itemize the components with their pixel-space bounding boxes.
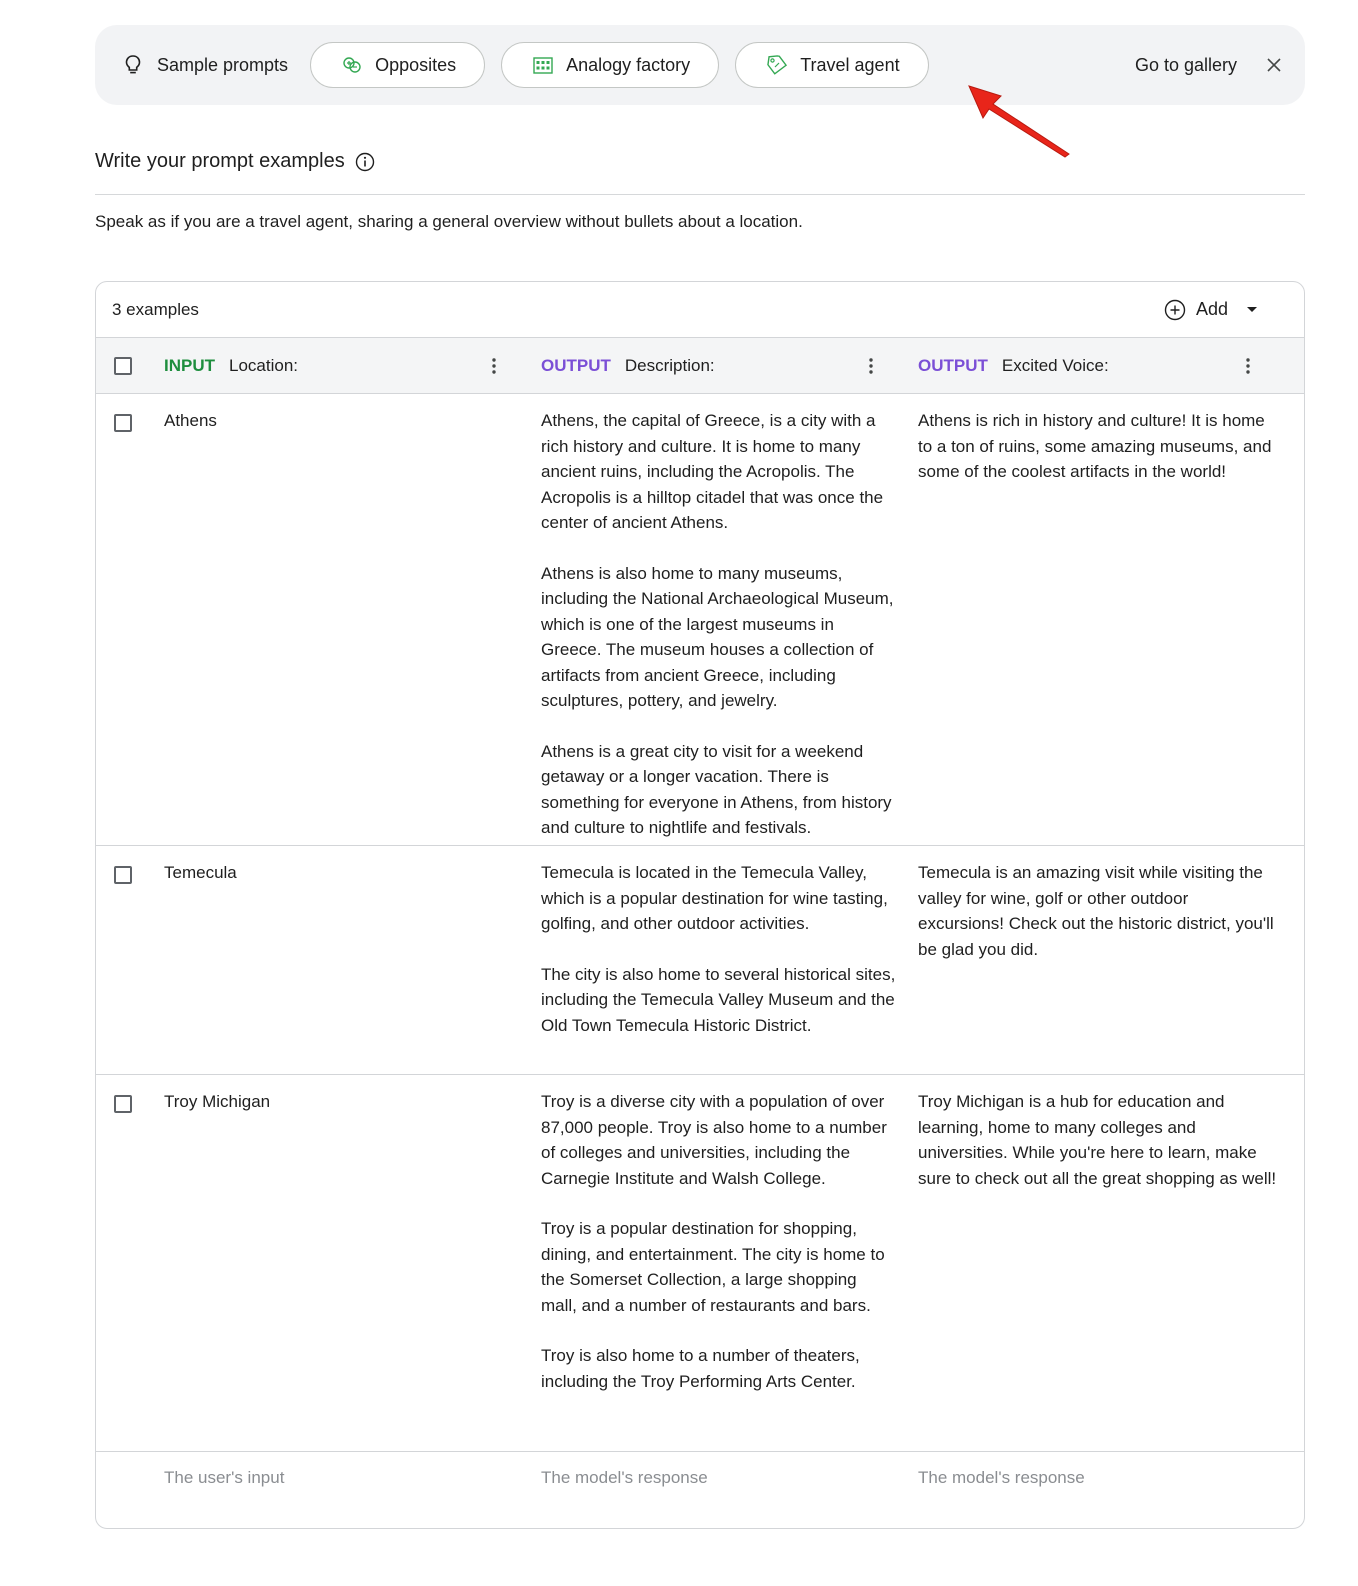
sample-prompts-bar [95, 25, 1305, 105]
input-cell[interactable]: Athens [164, 411, 217, 430]
column-header-location [164, 356, 298, 376]
excited-voice-placeholder[interactable]: The model's response [918, 1468, 1085, 1487]
description-paragraph: The city is also home to several historical sites, including the Temecula Valley Museum and the Old Town Temecula Historic District. [541, 964, 896, 1035]
description-paragraph: Athens is a great city to visit for a weekend getaway or a longer vacation. There is something for everyone in Athens, from history and culture to nightlife and festivals. [541, 741, 892, 837]
prompt-instruction[interactable]: Speak as if you are a travel agent, sharing a general overview without bullets about a location. [95, 212, 803, 231]
info-icon[interactable] [355, 152, 375, 172]
close-icon [1267, 58, 1281, 72]
input-placeholder[interactable]: The user's input [164, 1468, 285, 1487]
examples-count: 3 examples [112, 299, 199, 319]
sample-prompts-label: Sample prompts [157, 54, 289, 75]
description-cell[interactable] [541, 860, 896, 1038]
column-name[interactable]: Description: [624, 355, 715, 375]
table-row [96, 1075, 1304, 1452]
sample-prompts-label-group [123, 54, 288, 76]
chip-analogy-factory[interactable] [501, 42, 719, 88]
column-tag-output: OUTPUT [541, 355, 611, 375]
red-arrow-annotation [965, 82, 1075, 158]
column-tag-output: OUTPUT [918, 355, 988, 375]
column-menu-icon[interactable] [1246, 358, 1250, 374]
chevron-down-icon[interactable] [1246, 306, 1258, 314]
page-title-text: Write your prompt examples [95, 150, 345, 172]
table-header-row [96, 338, 1304, 394]
row-checkbox[interactable] [114, 414, 132, 432]
column-name[interactable]: Location: [229, 355, 298, 375]
description-paragraph: Troy is a diverse city with a population of over 87,000 people. Troy is also home to a number of colleges and universities, including the Carnegie Institute and Walsh College. [541, 1092, 887, 1188]
lightbulb-icon [123, 54, 143, 76]
description-paragraph: Troy is a popular destination for shopping, dining, and entertainment. The city is home to the Somerset Collection, a large shopping mall, and a number of restaurants and bars. [541, 1219, 885, 1315]
input-cell[interactable]: Troy Michigan [164, 1092, 271, 1111]
travel-tag-icon [766, 54, 788, 76]
excited-voice-cell[interactable]: Troy Michigan is a hub for education and learning, home to many colleges and universities. While you're here to learn, make sure to check out all the great shopping as well! [918, 1092, 1277, 1188]
description-paragraph: Athens, the capital of Greece, is a city with a rich history and culture. It is home to many ancient ruins, including the Acropolis. The Acropolis is a hilltop citadel that was once the center of ancient Athens. [541, 411, 884, 532]
add-circle-icon [1164, 299, 1186, 321]
column-menu-icon[interactable] [869, 358, 873, 374]
table-toolbar [96, 282, 1304, 338]
description-paragraph: Athens is also home to many museums, including the National Archaeological Museum, which is one of the largest museums in Greece. The museum houses a collection of artifacts from ancient Greece, including sculptures, pottery, and jewelry. [541, 563, 894, 710]
row-checkbox[interactable] [114, 1095, 132, 1113]
chip-analogy-factory-label: Analogy factory [566, 54, 691, 75]
description-paragraph: Troy is also home to a number of theaters, including the Troy Performing Arts Center. [541, 1346, 860, 1391]
excited-voice-cell[interactable]: Athens is rich in history and culture! It is home to a ton of ruins, some amazing museums, and some of the coolest artifacts in the world! [918, 411, 1272, 481]
new-example-row [96, 1452, 1304, 1508]
excited-voice-cell[interactable]: Temecula is an amazing visit while visiting the valley for wine, golf or other outdoor excursions! Check out the historic district, you'll be glad you did. [918, 863, 1274, 959]
table-row [96, 846, 1304, 1075]
table-row [96, 394, 1304, 846]
chip-opposites[interactable] [310, 42, 485, 88]
column-menu-icon[interactable] [492, 358, 496, 374]
column-name[interactable]: Excited Voice: [1001, 355, 1109, 375]
column-tag-input: INPUT [164, 355, 215, 375]
description-placeholder[interactable]: The model's response [541, 1468, 708, 1487]
description-cell[interactable] [541, 1089, 896, 1394]
input-cell[interactable]: Temecula [164, 863, 237, 882]
close-button[interactable] [1263, 54, 1285, 76]
add-button[interactable] [1164, 299, 1268, 321]
opposites-icon [341, 54, 363, 76]
page-title [95, 150, 375, 173]
column-header-excited-voice [918, 356, 1109, 376]
row-checkbox[interactable] [114, 866, 132, 884]
go-to-gallery-link[interactable]: Go to gallery [1134, 54, 1237, 75]
chip-travel-agent-label: Travel agent [800, 54, 900, 75]
factory-icon [532, 54, 554, 76]
description-cell[interactable] [541, 408, 896, 841]
chip-travel-agent[interactable] [735, 42, 928, 88]
description-paragraph: Temecula is located in the Temecula Valley, which is a popular destination for wine tasting, golfing, and other outdoor activities. [541, 863, 888, 933]
section-divider [95, 194, 1305, 195]
select-all-checkbox[interactable] [114, 357, 132, 375]
column-header-description [541, 356, 715, 376]
chip-opposites-label: Opposites [375, 54, 457, 75]
add-button-label: Add [1195, 299, 1228, 319]
examples-table [95, 281, 1305, 1529]
